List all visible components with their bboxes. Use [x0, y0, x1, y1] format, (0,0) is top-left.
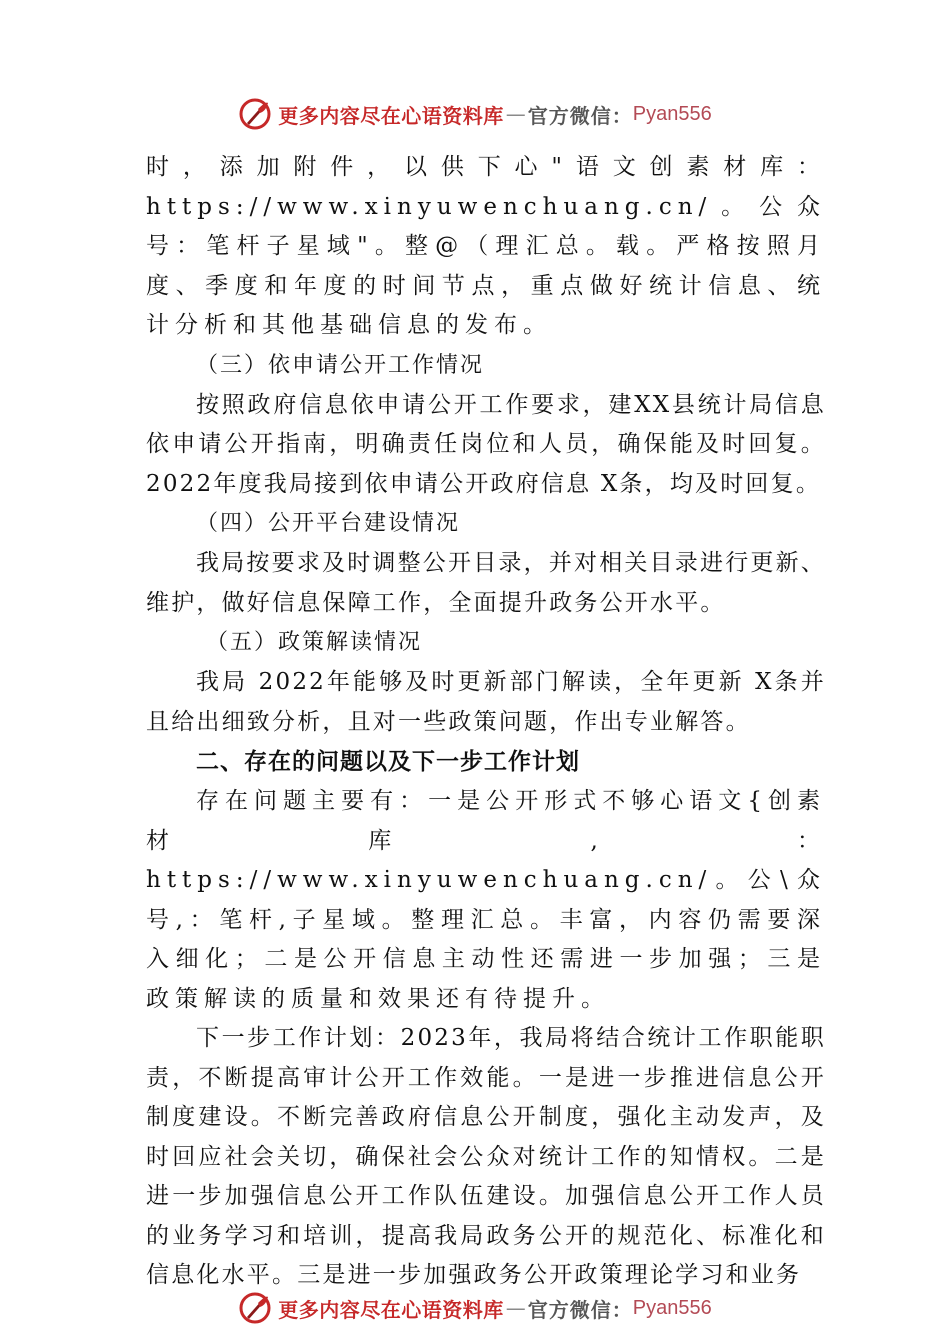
paragraph-3: 我局按要求及时调整公开目录，并对相关目录进行更新、维护，做好信息保障工作，全面提升政务公开水平。	[146, 550, 826, 616]
quill-logo-icon	[238, 97, 272, 131]
official-label: 官方微信：	[527, 1297, 633, 1322]
banner-separator: —	[505, 102, 526, 126]
footer-watermark-banner	[0, 1288, 950, 1328]
wechat-handle: Pyan556	[632, 102, 712, 125]
document-body	[146, 148, 826, 1296]
official-label: 官方微信：	[527, 103, 633, 128]
header-watermark-banner	[0, 94, 950, 134]
banner-separator: —	[505, 1296, 526, 1320]
brand-text: 更多内容尽在心语资料库	[278, 103, 504, 128]
paragraph-2: 按照政府信息依申请公开工作要求，建XX县统计局信息依申请公开指南，明确责任岗位和人员，确保能及时回复。2022年度我局接到依申请公开政府信息 X条，均及时回复。	[146, 391, 826, 497]
paragraph-6: 下一步工作计划：2023年，我局将结合统计工作职能职责，不断提高审计公开工作效能。一是进一步推进信息公开制度建设。不断完善政府信息公开制度，强化主动发声，及时回应社会关切，确保社会公众对统计工作的知情权。二是进一步加强信息公开工作队伍建设。加强信息公开工作人员的业务学习和培训，提高我局政务公开的规范化、标准化和信息化水平。三是进一步加强政务公开政策理论学习和业务	[146, 1025, 826, 1288]
section-heading-3: （三）依申请公开工作情况	[196, 352, 485, 378]
paragraph-5: 存在问题主要有：一是公开形式不够心语文{创素材库,：https://www.xinyuwenchuang.cn/。公\众号,：笔杆,子星域。整理汇总。丰富，内容仍需要深入细化；二是公开信息主动性还需进一步加强；三是政策解读的质量和效果还有待提升。	[146, 788, 826, 1012]
section-heading-2: 二、存在的问题以及下一步工作计划	[196, 749, 580, 775]
section-heading-4: （四）公开平台建设情况	[196, 511, 461, 536]
wechat-handle: Pyan556	[632, 1296, 712, 1319]
quill-logo-icon	[238, 1291, 272, 1325]
brand-text: 更多内容尽在心语资料库	[278, 1297, 504, 1322]
paragraph-4: 我局 2022年能够及时更新部门解读，全年更新 X条并且给出细致分析，且对一些政策问题，作出专业解答。	[146, 669, 826, 735]
section-heading-5: （五）政策解读情况	[206, 630, 423, 655]
paragraph-1: 时，添加附件，以供下心"语文创素材库：https://www.xinyuwenchuang.cn/。公众号：笔杆子星域"。整@（理汇总。载。严格按照月度、季度和年度的时间节点，重点做好统计信息、统计分析和其他基础信息的发布。	[146, 154, 826, 338]
